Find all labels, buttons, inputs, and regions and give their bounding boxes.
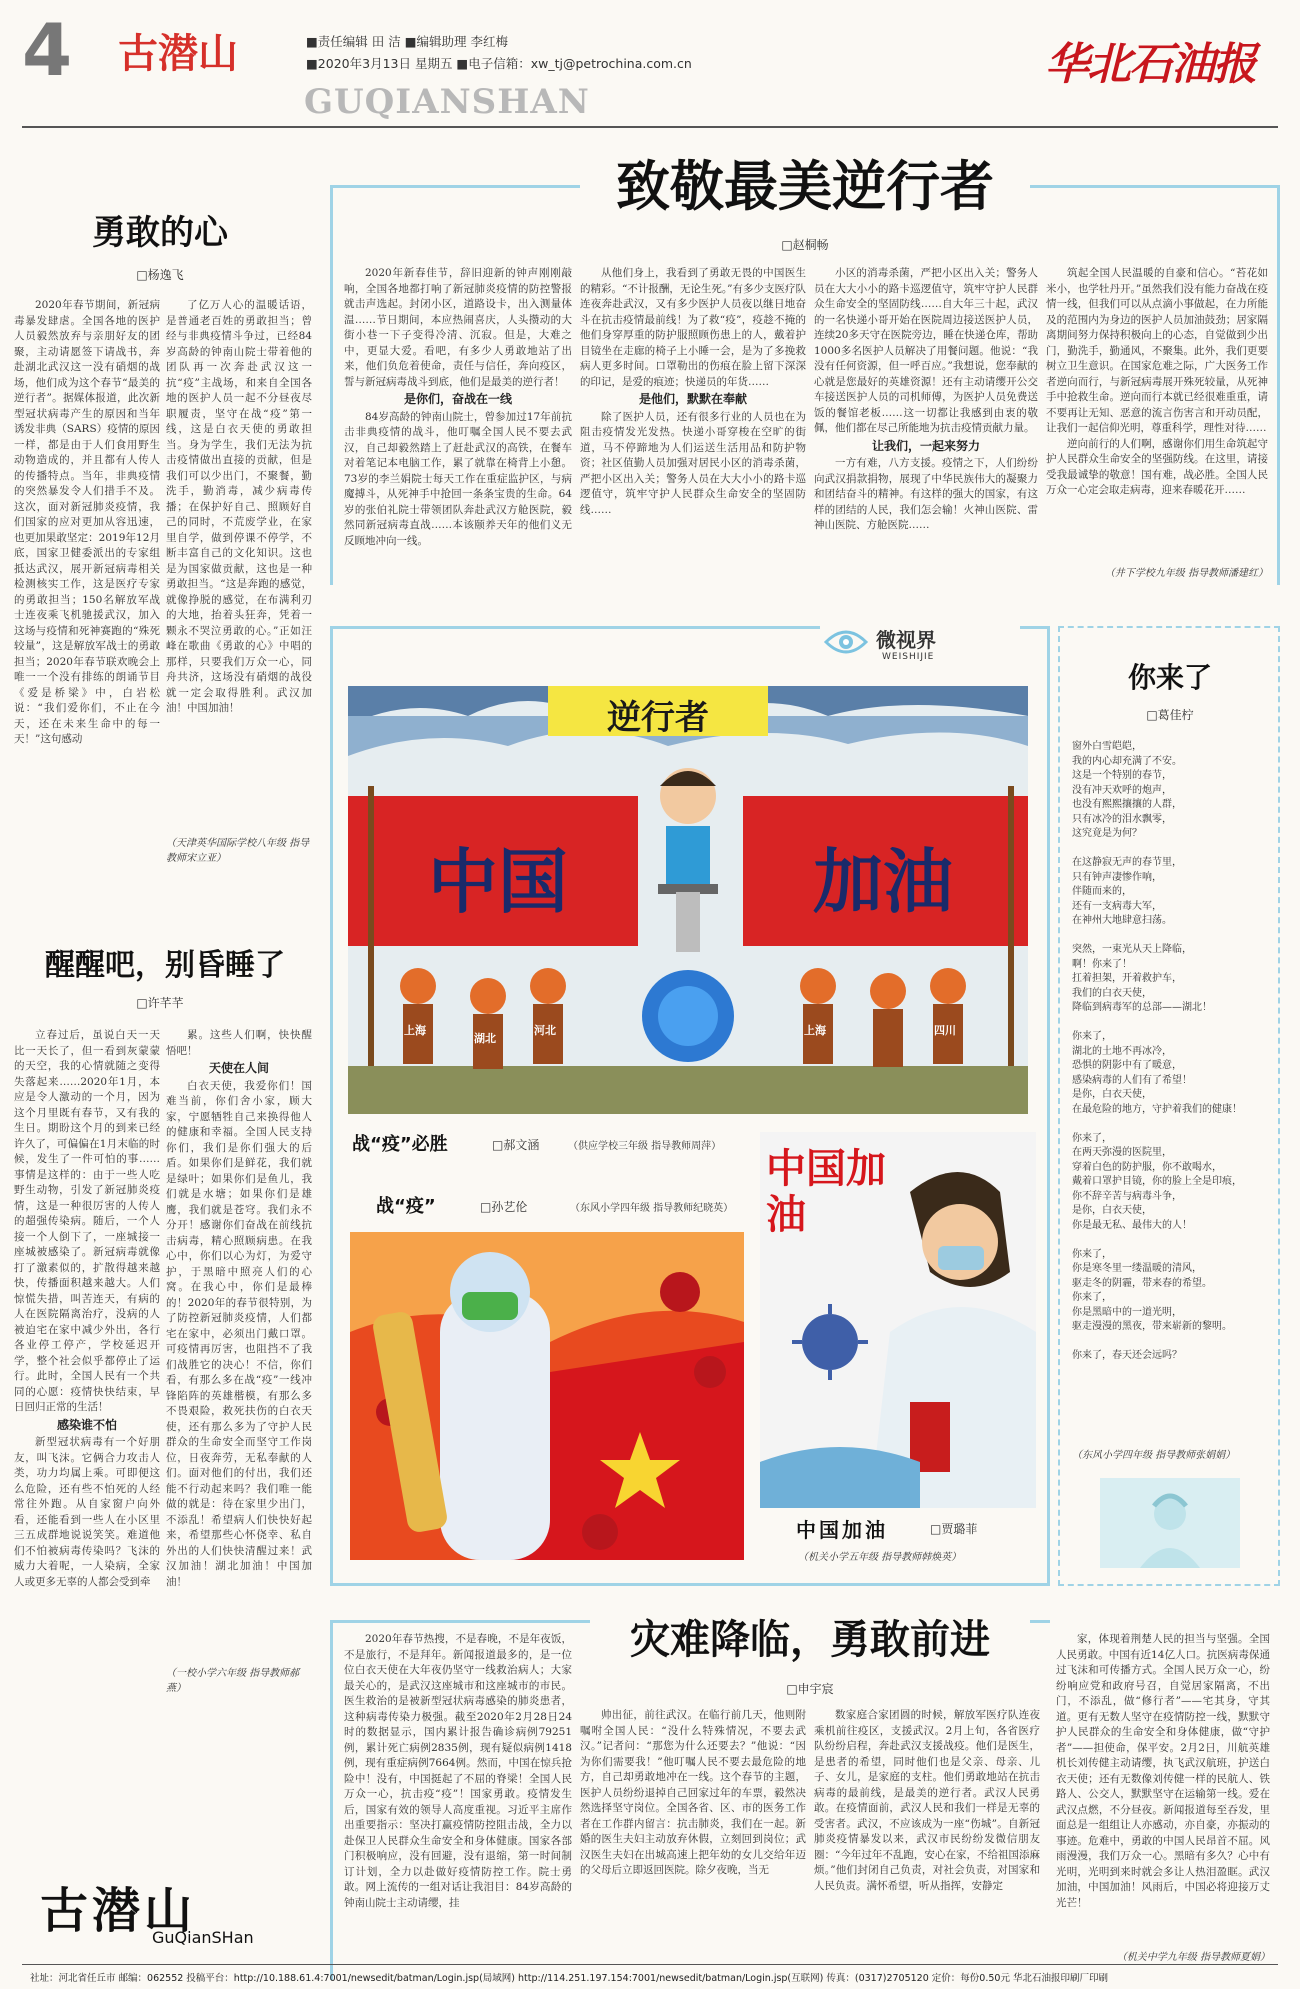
masthead [0,0,1300,130]
bottom-article-credit: （机关中学九年级 指导教师夏娟） [1116,1952,1270,1963]
shirt-label-b: 湖北 [474,1032,496,1045]
article-text: 从他们身上，我看到了勇敢无畏的中国医生的精彩。“不计报酬，无论生死。”有多少支医疗队连夜奔赴武汉，又有多少医护人员夜以继日地奋斗在抗击疫情最前线！为了救“疫”，疫趁不掩的他们身穿厚重的防护服照顾伤患上的人，戴着护目镜坐在走廊的椅子上小睡一会，是为了多挽救病人更多时间。口罩勒出的伤痕在脸上留下深深的印记，是爱的痕迹；快递员的年货…… [580,267,806,388]
newspaper-logo: 华北石油报 [1045,39,1255,90]
article-brave-heart-col-a [14,298,160,888]
subhead-infection: 感染谁不怕 [56,1417,117,1432]
subhead-frontline: 是你们，奋战在一线 [403,392,512,406]
painting-flag-left: 中国 [428,841,568,923]
painting-fight-virus [350,1232,744,1560]
article-wake-up-col-a [14,1028,160,1728]
article-text: 一方有难，八方支援。疫情之下，人们纷纷向武汉捐款捐物，展现了中华民族伟大的凝聚力和团结奋斗的精神。有这样的强大的国家，有这样的团结的人民，我们怎会输！火神山医院、雷神山医院、方舱医院…… [814,457,1038,531]
bottom-col-3 [814,1708,1040,1962]
banner-col-2 [580,266,806,584]
bottom-col-1 [344,1632,572,1962]
article-text: 小区的消毒杀菌，严把小区出入关；警务人员在大大小小的路卡巡逻值守，筑牢守护人民群众生命安全的坚固防线……自大年三十起，武汉的一名快递小哥开始在医院周边接送医护人员，连续20多天守在医院旁边，睡在快递仓库，帮助1000多名医护人员解决了用餐问题。他说：“我没有任何资源，但一呼百应。”我想说，您奉献的心就是您最好的英雄资源！还有主动请缨开公交车接送医护人员的司机师傅，为医护人员免费送饭的餐馆老板……这一切都让我感到由衷的敬佩，他们都在尽己所能地为抗击疫情贡献力量。 [814,267,1038,434]
banner-col-4 [1046,266,1268,556]
article-brave-heart-col-b [166,298,312,873]
footer-rule [22,1964,1278,1965]
banner-col-3 [814,266,1038,584]
article-text: 帅出征，前往武汉。在临行前几天，他则附嘱咐全国人民：“没什么特殊情况，不要去武汉。”记者问：“那您为什么还要去？”他说：“因为你们需要我！”他叮嘱人民不要去最危险的地方，自己却勇敢地冲在一线。这个春节的主题，医护人员纷纷退掉自己回家过年的车票，毅然决然选择坚守岗位。全国各省、区、市的医务工作者在工作群内留言：抗击肺炎，我们在一起。新婚的医生夫妇主动放弃休假，立刻回到岗位；武汉医生夫妇在出城高速上把年幼的女儿交给年迈的父母后立即返回医院。除夕夜晚，当无 [580,1709,806,1876]
article-wake-up-title: 醒醒吧，别昏睡了 [45,948,285,983]
painting3-caption: 中国加油 [796,1518,888,1542]
painting-retrograder [348,686,1028,1114]
painting1-author: □郝文涵 [492,1138,540,1152]
article-text: 白衣天使，我爱你们！国难当前，你们舍小家，顾大家，宁愿牺牲自己来换得他人的健康和幸福。全国人民支持你们，我们是你们强大的后盾。如果你们是鲜花，我们就是绿叶；如果你们是鱼儿，我们就是水塘；如果你们是雄鹰，我们就是苍穹。我们永不分开！感谢你们奋战在前线抗击病毒，精心照顾病患。在我心中，你们以心为灯，为爱守护，于黑暗中照亮人们的心窝。在我心中，你们是最棒的！2020年的春节很特别，为了防控新冠肺炎疫情，人们都宅在家中，必须出门戴口罩。可疫情再厉害，也阻挡不了我们战胜它的决心！不信，你们看，有那么多在战“疫”一线冲锋陷阵的英雄楷模，有那么多不畏艰险，救死扶伤的白衣天使，还有那么多为了守护人民群众的生命安全而坚守工作岗位，日夜奔劳，无私奉献的人们。面对他们的付出，我们还能不行动起来吗？我们唯一能做的就是：待在家里少出门，不添乱！希望病人们快快好起来，希望那些心怀侥幸、私自外出的人们快快清醒过来！武汉加油！湖北加油！中国加油！ [166,1079,312,1588]
logo-chars: 古潜山 [40,1883,197,1939]
weishijie-header [820,614,1020,674]
subhead-together: 让我们，一起来努力 [871,438,980,453]
painting-fight-virus-art [350,1232,744,1560]
eye-icon [824,628,868,656]
masthead-meta-2: ■2020年3月13日 星期五 ■电子信箱：xw_tj@petrochina.com.cn [306,56,692,71]
bottom-article-title: 灾难降临，勇敢前进 [630,1617,990,1663]
painting2-caption: 战“疫” [376,1196,436,1217]
article-text: 2020年春节期间，新冠病毒暴发肆虐。全国各地的医护人员毅然放弃与亲朋好友的团聚，主动请愿签下请战书，奔赴湖北武汉这一没有硝烟的战场，他们成为这个春节“最美的逆行者”。据媒体报道，此次新型冠状病毒产生的原因和当年诱发非典（SARS）疫情的原因一样，都是由于人们食用野生动物造成的，并且都有人传人的传播特点。当年，非典疫情的突然暴发令人们措手不及。这次，面对新冠肺炎疫情，我们国家的应对更加从容迅速，也更加果敢坚定：2019年12月底，国家卫健委派出的专家组抵达武汉，展开新冠病毒相关检测核实工作，这是医疗专家的勇敢担当；150名解放军战士连夜乘飞机驰援武汉，加入这场与疫情和死神赛跑的“殊死较量”，这是解放军战士的勇敢担当；2020年春节联欢晚会上唯一一个没有排练的朗诵节目《爱是桥梁》中，白岩松说：“我们爱你们，不止在今天，还在未来生命中的每一天！”这句感动 [14,299,160,745]
article-text: 84岁高龄的钟南山院士，曾参加过17年前抗击非典疫情的战斗，他叮嘱全国人民不要去武汉，自己却毅然踏上了赶赴武汉的高铁，在餐车对着笔记本电脑工作，累了就靠在椅背上小憩。73岁的李兰娟院士每天工作在重症监护区，与病魔搏斗，从死神手中抢回一条条宝贵的生命。64岁的张伯礼院士带领团队奔赴武汉方舱医院，毅然同新冠病毒直战……本该颐养天年的他们义无反顾地冲向一线。 [344,410,572,547]
subhead-angel: 天使在人间 [208,1061,269,1075]
painting-china-jiayou [760,1132,1036,1508]
painting3-text: 中国加油 [766,1146,886,1238]
article-brave-heart-byline: □杨逸飞 [136,268,184,282]
painting1-credit: （供应学校三年级 指导教师周萍） [568,1141,722,1152]
painting3-author: □贾璐菲 [930,1522,978,1536]
article-wake-up-credit: （一校小学六年级 指导教师郝燕） [166,1668,300,1694]
logo-pinyin: GuQianSHan [152,1928,254,1947]
masthead-rule [22,126,1278,128]
article-text: 累。这些人们啊，快快醒悟吧！ [166,1029,312,1057]
banner-credit: （井下学校九年级 指导教师潘建红） [1104,568,1268,579]
shirt-label-c: 河北 [534,1024,556,1037]
painting-top-text: 逆行者 [607,698,709,738]
article-text: 逆向前行的人们啊，感谢你们用生命筑起守护人民群众生命安全的坚强防线。在这里，请接受我最诚挚的敬意！国有难，战必胜。全国人民万众一心定会取走病毒，迎来春暖花开…… [1046,437,1268,496]
painting2-author: □孙艺伦 [480,1200,528,1214]
weishijie-label: 微视界 [876,628,936,652]
section-title: 古潜山 [118,31,238,77]
painting2-credit: （东风小学四年级 指导教师纪晓英） [570,1203,734,1214]
shirt-label-a: 上海 [404,1024,426,1037]
article-text: 家，体现着荆楚人民的担当与坚强。全国人民勇敢。中国有近14亿人口。抗医病毒保通过飞沫和可传播方式。全国人民万众一心，纷纷响应党和政府号召，自觉居家隔离，不出门，不添乱，做“修行者”——宅其身，守其道。更有无数人坚守在疫情防控一线，默默守护人民群众的生命安全和身体健康，做“守护者”——担使命，保平安。2月2日，川航英雄机长刘传健主动请缨，执飞武汉航班，护送白衣天使；还有无数像刘传健一样的民航人、铁路人、公交人，默默坚守在运输第一线。爱在武汉点燃，不分昼夜。新闻报道每至吞发，里面总是一组组让人亦感动，亦自豪，亦振动的事迹。危难中，勇敢的中国人民昂首不屈。风雨漫漫，我们万众一心。黑暗有多久？心中有光明，光明到来时就会多让人热泪盈眶。武汉加油，中国加油！风雨后，中国必将迎接万丈光芒！ [1056,1633,1270,1909]
bottom-article-byline: □申宇宸 [786,1682,834,1696]
masthead-meta-1: ■责任编辑 田 洁 ■编辑助理 李红梅 [306,34,509,49]
article-brave-heart-title: 勇敢的心 [92,213,228,253]
banner-col-1 [344,266,572,584]
bottom-col-2 [580,1708,806,1962]
article-text: 立春过后，虽说白天一天比一天长了，但一看到灰蒙蒙的天空，我的心情就随之变得失落起来……2020年1月，本应是令人激动的一个月，因为这个月里既有春节，又有我的生日。期盼这个月的到来已经许久了，可偏偏在1月末临的时候，发生了一件可怕的事……事情是这样的：由于一些人吃野生动物，引发了新冠肺炎疫情，这是一种很厉害的人传人的超强传染病。随后，一个人接一个人倒下了，一座城接一座城被感染了。新冠病毒就像打了激素似的，扩散得越来越快，传播面积越来越大。人们惊慌失措，叫苦连天，有病的人在医院隔离治疗，没病的人被迫宅在家中减少外出，各行各业停工停产，学校延迟开学，整个社会似乎都停止了运行。此时，全国人民有一个共同的心愿：疫情快快结束，早日回归正常的生活！ [14,1029,160,1413]
painting3-credit: （机关小学五年级 指导教师韩焕英） [798,1552,962,1563]
bottom-col-4 [1056,1632,1270,1946]
banner-byline: □赵桐畅 [781,238,829,252]
article-text: 2020年春节热搜，不是春晚，不是年夜饭，不是旅行，不是拜年。新闻报道最多的，是一位位白衣天使在大年夜仍坚守一线救治病人；大家最关心的，是武汉这座城市和这座城市的市民。医生救治的是被新型冠状病毒感染的肺炎患者，这种病毒传染力极强。截至2020年2月28日24时的数据显示，国内累计报告确诊病例79251例，累计死亡病例2835例，现有疑似病例1418例，现有重症病例7664例。然而，中国在惊兵抢险中！没有，中国挺起了不屈的脊梁！全国人民万众一心，抗击疫“疫”！国家勇敢。疫情发生后，国家有效的领导人高度重视。习近平主席作出重要指示：坚决打赢疫情防控阻击战，全力以赴保卫人民群众生命安全和身体健康。国家各部门积极响应，没有回避，没有退缩，第一时间制订计划，全力以赴做好疫情防控工作。院士勇敢。网上流传的一组对话让我泪目：84岁高龄的钟南山院士主动请缨，挂 [344,1633,572,1909]
shirt-label-e: 四川 [934,1024,956,1037]
article-text: 筑起全国人民温暖的自豪和信心。“苔花如米小，也学牡丹开。”虽然我们没有能力奋战在疫情一线，但我们可以从点滴小事做起，在力所能及的范围内为身边的医护人员加油鼓劲；居家隔离期间努力保持积极向上的心态，自觉做到少出门，勤洗手，勤通风，不聚集。此外，我们更要树立卫生意识。在国家危难之际，广大医务工作者逆向而行，与新冠病毒展开殊死较量，从死神手中抢救生命。逆向而行本就已经很难重重，请不要再让无知、恶意的流言伤害言和开动员配，让我们一起信仰光明，尊重科学，理性对待…… [1046,267,1268,434]
page-number: 4 [22,8,73,92]
article-wake-up-col-b [166,1028,312,1658]
painting1-caption: 战“疫”必胜 [352,1134,448,1155]
banner-title: 致敬最美逆行者 [616,155,994,218]
poem-body: 窗外白雪皑皑， 我的内心却充满了不安。 这是一个特别的春节， 没有冲天欢呼的炮声， 也没有熙熙攘攘的人群， 只有冰冷的泪水飘零， 这究竟是为何？ 在这静寂无声的春节里， 只有钟声凄惨作响， 伴随而来的， 还有一支病毒大军， 在神州大地肆意扫荡。 突然，一束光从天上降临， 啊！你来了！ 扛着担架，开着救护车， 我们的白衣天使， 降临到病毒军的总部——湖北！ 你来了， 湖北的土地不再冰冷， 恐惧的阴影中有了暖意， 感染病毒的人们有了希望！ 是你，白衣天使， 在最危险的地方，守护着我们的健康！ 你来了， 在两天弥漫的医院里， 穿着白色的防护服，你不敢喝水， 戴着口罩护目镜，你的脸上全是印痕， 你不辞辛苦与病毒斗争， 是你，白衣天使， 你是最无私、最伟大的人！ 你来了， 你是寒冬里一缕温暖的清风， 驱走冬的阴霾，带来春的希望。 你来了， 你是黑暗中的一道光明， 驱走漫漫的黑夜，带来崭新的黎明。 你来了，春天还会远吗？ [1072,741,1242,1361]
section-pinyin: GUQIANSHAN [304,82,590,122]
shirt-label-d: 上海 [804,1024,826,1037]
poem-credit: （东风小学四年级 指导教师张娟娟） [1072,1450,1236,1461]
subhead-dedication: 是他们，默默在奉献 [638,392,747,406]
weishijie-pinyin: WEISHIJIE [882,652,935,662]
article-text: 除了医护人员，还有很多行业的人员也在为阻击疫情发光发热。快递小哥穿梭在空旷的街道，马不停蹄地为人们运送生活用品和防护物资；社区值勤人员加强对居民小区的消毒杀菌，严把小区出入关；警务人员在大大小小的路卡巡逻值守，筑牢守护人民群众生命安全的坚固防线…… [580,410,806,516]
painting-flag-right: 加油 [813,841,953,923]
article-text: 数家庭合家团圆的时候，解放军医疗队连夜乘机前往疫区，支援武汉。2月上旬，各省医疗队纷纷启程，奔赴武汉支援战疫。他们是医生，是患者的希望，同时他们也是父亲、母亲、儿子、女儿，是家庭的支柱。他们勇敢地站在抗击病毒的最前线，是最美的逆行者。武汉人民勇敢。在疫情面前，武汉人民和我们一样是无辜的受害者。武汉，不应该成为一座“伤城”。自新冠肺炎疫情暴发以来，武汉市民纷纷发微信朋友圈：“今年过年不乱跑，安心在家，不给祖国添麻烦。”他们封闭自己负责，对社会负责，对国家和人民负责。满怀希望，听从指挥，安静定 [814,1709,1040,1892]
article-brave-heart-credit: （天津英华国际学校八年级 指导教师宋立亚） [166,838,310,864]
poem-byline: □葛佳柠 [1146,708,1194,722]
article-text: 2020年新春佳节，辞旧迎新的钟声刚刚敲响，全国各地都打响了新冠肺炎疫情的防控警报就击声选起。封闭小区，道路设卡，出入测量体温……节日期间，本应热闹喜庆，人头攒动的大街小巷一下子变得冷清、沉寂。但是，大难之中，更显大爱。看吧，有多少人勇敢地站了出来，他们负危着使命，责任与信任，奔向疫区，誓与新冠病毒战斗到底，他们是最美的逆行者！ [344,267,572,388]
article-wake-up-byline: □许芊芊 [136,996,184,1010]
article-text: 新型冠状病毒有一个好朋友，叫飞沫。它俩合力攻击人类，功力均属上乘。可即便这么危险，还有些不怕死的人经常往外跑。从自家窗户向外看，还能看到一些人在小区里三五成群地说说笑笑。难道他们不怕被病毒传染吗？飞沫的威力大着呢，一人染病，全家人或更多无辜的人都会受到牵 [14,1436,160,1588]
footer-info: 社址：河北省任丘市 邮编：062552 投稿平台：http://10.188.61.4:7001/newsedit/batman/Login.jsp(局域网) http://114.251.197.154:7001/newsedit/batman/Login.jsp(互联网) 传真：(0317)2705120 定价：每份0.50元 华北石油报印刷厂印刷 [30,1973,1108,1984]
guqianshan-logo [40,1872,280,1952]
poem-illustration [1100,1478,1240,1568]
article-text: 了亿万人心的温暖话语，是普通老百姓的勇敢担当；曾经与非典疫情斗争过，已经84岁高龄的钟南山院士带着他的团队再一次奔赴武汉这一抗“疫”主战场，和来自全国各地的医护人员一起不分昼夜尽职履责，坚守在战“疫”第一线，这是白衣天使的勇敢担当。身为学生，我们无法为抗击疫情做出直接的贡献，但是我们可以少出门，不聚餐，勤洗手，勤消毒，减少病毒传播；在保护好自己、照顾好自己的同时，不荒废学业，在家里自学，做到停课不停学，不断丰富自己的文化知识。这也是为国家做贡献，这也是一种勇敢担当。“这是奔跑的感觉，就像挣脱的感觉，在布满利刃的大地，抬着头狂奔，凭着一颗永不哭泣勇敢的心。”正如汪峰在歌曲《勇敢的心》中唱的那样，只要我们万众一心，同舟共济，这场没有硝烟的战役就一定会取得胜利。武汉加油！中国加油！ [166,299,312,714]
poem-title: 你来了 [1127,661,1212,694]
